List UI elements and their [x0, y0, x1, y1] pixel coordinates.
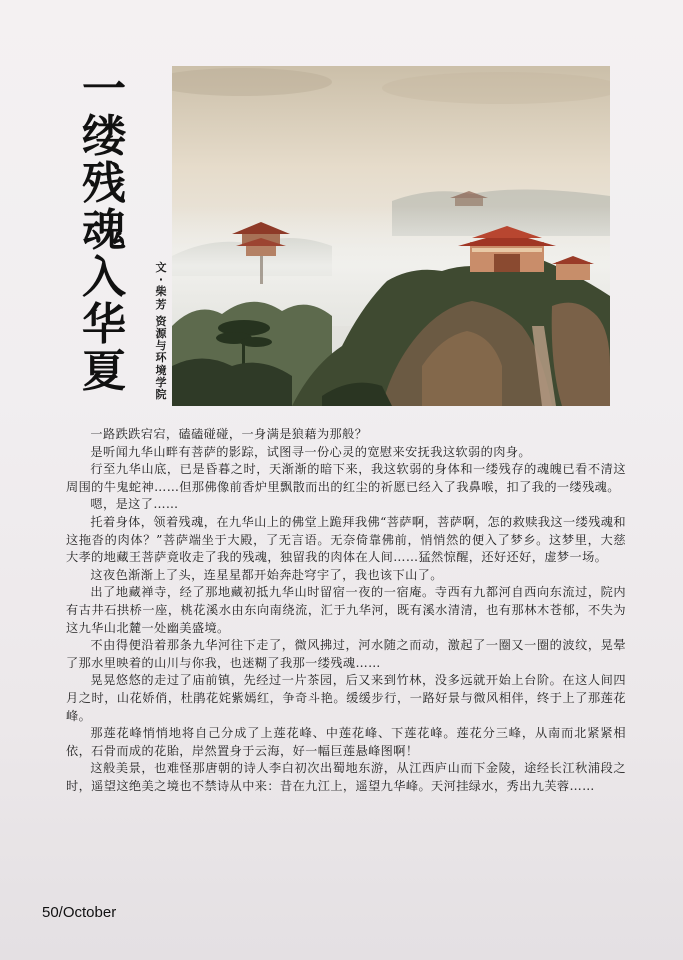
byline-char: 与: [155, 339, 167, 353]
paragraph: 这般美景，也难怪那唐朝的诗人李白初次出蜀地东游，从江西庐山而下金陵，途经长江秋浦段之时，遥望这绝美之境也不禁诗从中来：昔在九江上，遥望九华峰。天河挂绿水，秀出九芙蓉……: [66, 761, 626, 793]
paragraph: 一路跌跌宕宕，磕磕碰碰，一身满是狼藉为那般？: [90, 427, 368, 441]
mountain-temple-photo-icon: [172, 66, 610, 406]
author-byline: [152, 262, 170, 401]
title-char: 夏: [82, 346, 126, 397]
title-char: 入: [82, 252, 126, 303]
title-char: 残: [82, 158, 126, 209]
article-body: [66, 426, 626, 795]
page-number: 50/October: [42, 904, 117, 921]
paragraph: 出了地藏禅寺，经了那地藏初抵九华山时留宿一夜的一宿庵。寺西有九都河自西向东流过，院内有古井石拱桥一座，桃花溪水由东向南绕流，汇于九华河，既有溪水清清，也有那林木苍郁，不失为这九华山北麓一处幽美盛境。: [66, 585, 626, 635]
byline-char: 柴: [155, 285, 167, 299]
paragraph: 是听闻九华山畔有菩萨的影踪，试图寻一份心灵的宽慰来安抚我这软弱的肉身。: [90, 444, 531, 459]
paragraph: 不由得便沿着那条九华河往下走了，微风拂过，河水随之而动，激起了一圈又一圈的波纹，晃晕了那水里映着的山川与你我，也迷糊了我那一缕残魂……: [66, 638, 626, 670]
paragraph: 托着身体，领着残魂，在九华山上的佛堂上跪拜我佛“菩萨啊，菩萨啊，怎的救赎我这一缕残魂和这拖沓的肉体？”菩萨端坐于大殿，了无言语。无奈倚靠佛前，悄悄然的便入了梦乡。这梦里，大慈大孝的地藏王菩萨竟收走了我的残魂，独留我的肉体在人间……猛然惊醒，还好还好，虚梦一场。: [66, 514, 626, 565]
byline-char: 芳: [155, 297, 167, 311]
byline-char: 院: [155, 388, 167, 402]
paragraph: 晃晃悠悠的走过了庙前镇，先经过一片茶园，后又来到竹林，没多远就开始上台阶。在这人间四月之时，山花娇俏，杜鹃花姹紫嫣红，争奇斗艳。缓缓步行，一路好景与微风相伴，终于上了那莲花峰。: [66, 673, 626, 723]
mountain-temple-photo: [172, 66, 610, 406]
title-char: 华: [82, 299, 126, 350]
byline-char: 资: [155, 314, 167, 328]
title-char: 一: [82, 64, 126, 115]
byline-char: 文: [155, 261, 167, 274]
byline-char: 环: [155, 351, 167, 365]
paragraph: 嗯，是这了……: [90, 497, 179, 512]
title-char: 缕: [82, 111, 126, 162]
byline-char: ·: [158, 273, 164, 287]
byline-char: 源: [155, 327, 167, 341]
article-title: [76, 66, 132, 395]
byline-char: 境: [155, 363, 167, 377]
paragraph: 那莲花峰悄悄地将自己分成了上莲花峰、中莲花峰、下莲花峰。莲花分三峰，从南而北紧紧相依，石骨而成的花貽，岸然置身于云海，好一幅巨莲悬峰图啊！: [66, 726, 626, 758]
paragraph: 行至九华山底，已是昏暮之时，天渐渐的暗下来，我这软弱的身体和一缕残存的魂魄已看不清这周围的牛鬼蛇神……但那佛像前香炉里飘散而出的红尘的祈愿已经入了我鼻喉，扣了我的一缕残魂。: [66, 462, 626, 494]
byline-char: 学: [155, 375, 167, 389]
paragraph: 这夜色渐渐上了头，连星星都开始奔赴穹宇了，我也该下山了。: [90, 567, 443, 582]
title-char: 魂: [82, 205, 126, 256]
